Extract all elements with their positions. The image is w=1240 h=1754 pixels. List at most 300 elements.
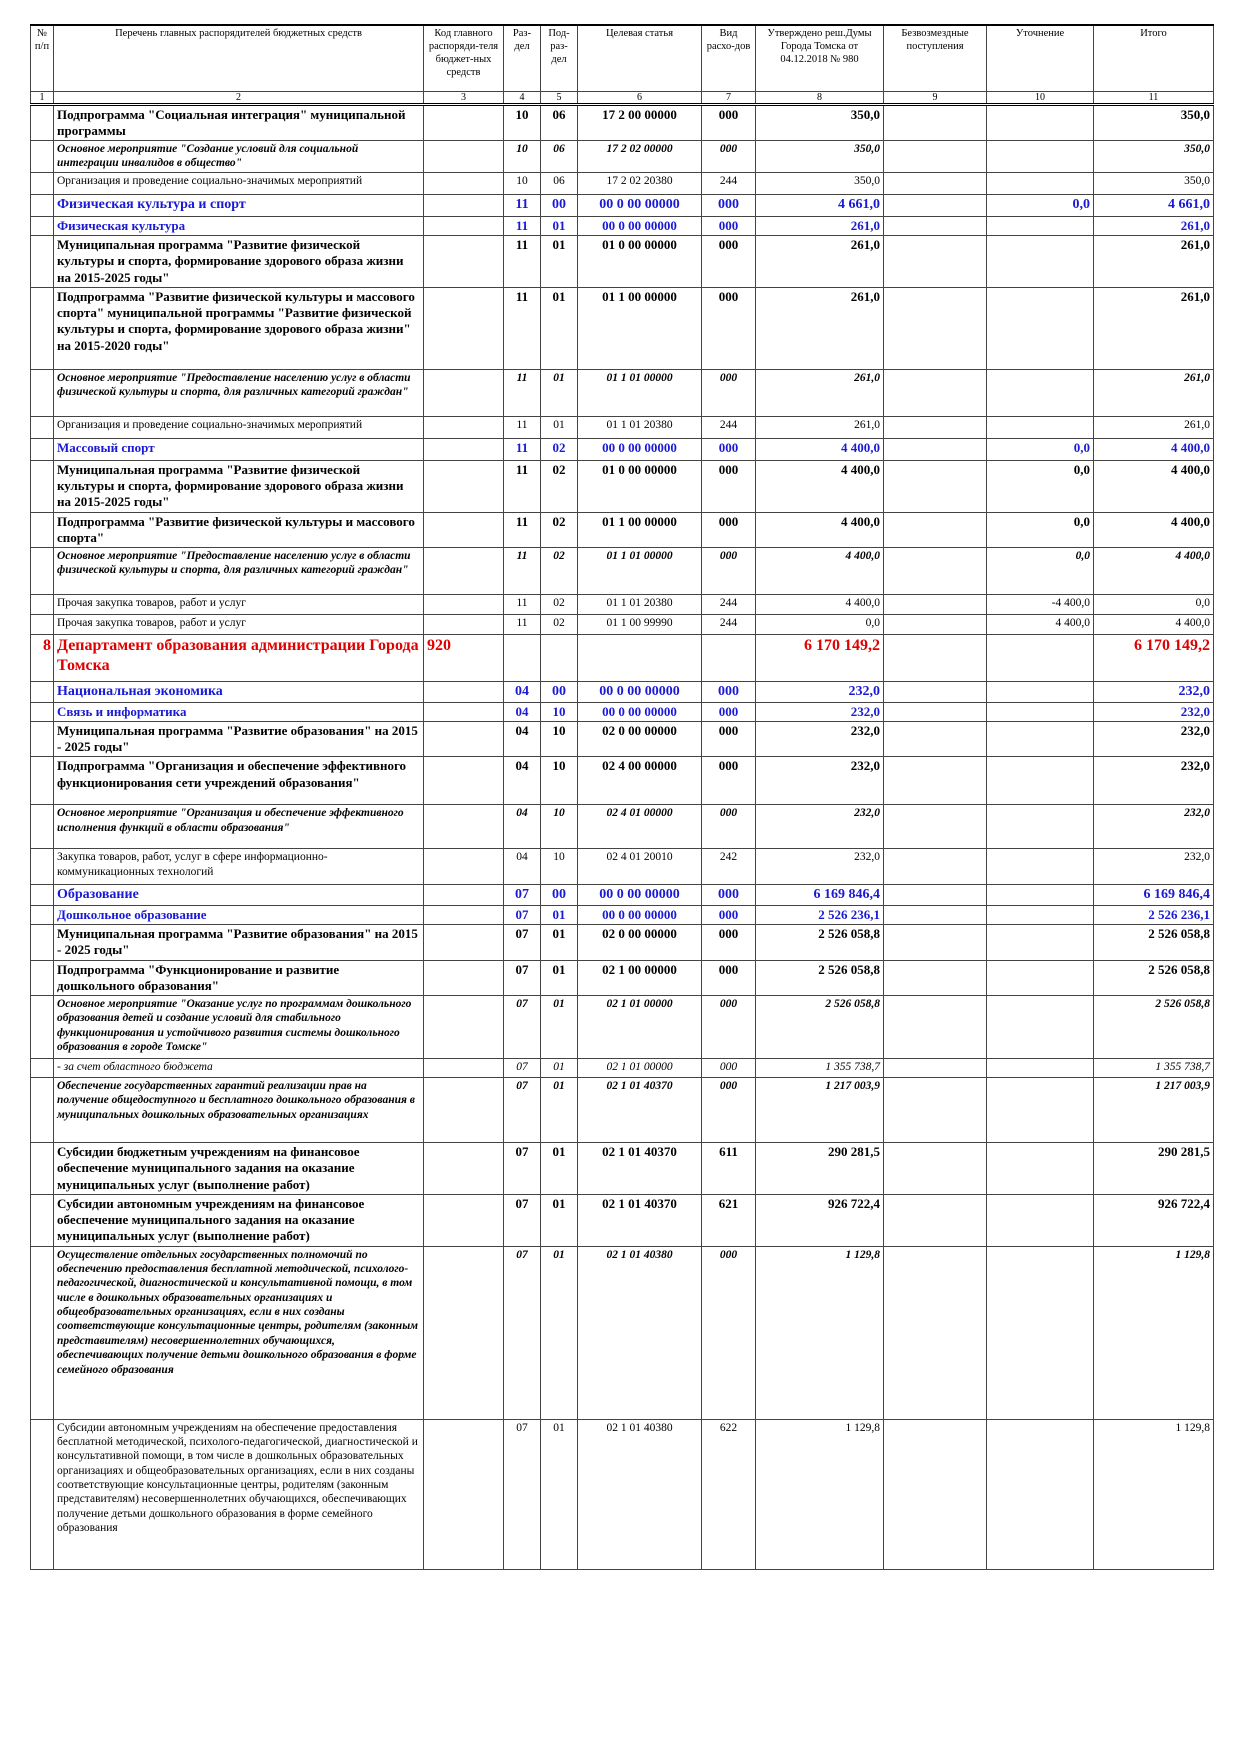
cell-gratuitous — [884, 702, 987, 721]
cell-num — [31, 960, 54, 996]
cell-code — [424, 702, 504, 721]
cell-code — [424, 548, 504, 595]
table-row — [31, 635, 1214, 682]
cell-total: 0,0 — [1094, 595, 1214, 615]
cell-section: 11 — [504, 216, 541, 235]
cell-clarification — [987, 104, 1094, 141]
table-row — [31, 194, 1214, 216]
cell-gratuitous — [884, 194, 987, 216]
cell-num — [31, 141, 54, 173]
cell-subsection: 00 — [541, 885, 578, 906]
cell-code — [424, 1194, 504, 1246]
table-row — [31, 369, 1214, 416]
cell-name: Организация и проведение социально-значимых мероприятий — [54, 172, 424, 194]
table-row — [31, 757, 1214, 805]
cell-subsection: 10 — [541, 721, 578, 757]
cell-code — [424, 1143, 504, 1195]
cell-gratuitous — [884, 548, 987, 595]
cell-approved: 232,0 — [756, 849, 884, 885]
cell-name: Подпрограмма "Организация и обеспечение эффективного функционирования сети учреждений образования" — [54, 757, 424, 805]
cell-name: Субсидии автономным учреждениям на финансовое обеспечение муниципального задания на оказание муниципальных услуг (выполнение работ) — [54, 1194, 424, 1246]
cell-section: 07 — [504, 960, 541, 996]
cell-total: 350,0 — [1094, 172, 1214, 194]
cell-subsection: 10 — [541, 849, 578, 885]
cell-section: 07 — [504, 925, 541, 961]
cell-clarification: 0,0 — [987, 512, 1094, 548]
cell-clarification: 0,0 — [987, 460, 1094, 512]
cell-gratuitous — [884, 849, 987, 885]
cell-name: Массовый спорт — [54, 438, 424, 460]
cell-gratuitous — [884, 141, 987, 173]
cell-total: 232,0 — [1094, 805, 1214, 849]
cell-target: 01 1 00 00000 — [578, 512, 702, 548]
cell-name: Осуществление отдельных государственных полномочий по обеспечению предоставления бесплатной методической, психолого-педагогической, диагностической и консультативной помощи, в том числе в дошкольных образовательных организациях и общеобразовательных организациях, если в них созданы соответствующие консультационные центры, родителям (законным представителям) несовершеннолетних обучающихся, обеспечивающих получение детьми дошкольного образования в форме семейного образования — [54, 1246, 424, 1419]
cell-name: Основное мероприятие "Организация и обеспечение эффективного исполнения функций в области образования" — [54, 805, 424, 849]
cell-section: 07 — [504, 1246, 541, 1419]
cell-approved: 290 281,5 — [756, 1143, 884, 1195]
cell-code — [424, 194, 504, 216]
cell-target: 17 2 00 00000 — [578, 104, 702, 141]
table-row — [31, 925, 1214, 961]
cell-subsection: 10 — [541, 805, 578, 849]
cell-clarification — [987, 849, 1094, 885]
cell-name: Образование — [54, 885, 424, 906]
cell-total: 350,0 — [1094, 141, 1214, 173]
cell-name: Департамент образования администрации Города Томска — [54, 635, 424, 682]
cell-section: 04 — [504, 682, 541, 703]
cell-num — [31, 287, 54, 369]
cell-code — [424, 287, 504, 369]
cell-target: 02 4 00 00000 — [578, 757, 702, 805]
cell-gratuitous — [884, 996, 987, 1059]
cell-section: 11 — [504, 236, 541, 288]
cell-clarification — [987, 1419, 1094, 1569]
cell-clarification: 0,0 — [987, 548, 1094, 595]
cell-num — [31, 702, 54, 721]
col-number: 2 — [54, 91, 424, 104]
cell-total: 2 526 236,1 — [1094, 905, 1214, 924]
cell-subsection: 02 — [541, 512, 578, 548]
cell-approved: 232,0 — [756, 721, 884, 757]
cell-num — [31, 849, 54, 885]
cell-target: 01 1 00 00000 — [578, 287, 702, 369]
cell-section: 11 — [504, 512, 541, 548]
cell-clarification — [987, 682, 1094, 703]
cell-code — [424, 1419, 504, 1569]
cell-total: 926 722,4 — [1094, 1194, 1214, 1246]
cell-name: Субсидии автономным учреждениям на обеспечение предоставления бесплатной методической, психолого-педагогической, диагностической и консультативной помощи, в том числе в дошкольных образовательных организациях и общеобразовательных организациях, если в них созданы соответствующие консультационные центры, родителям (законным представителям) несовершеннолетних обучающихся, обеспечивающих получение детьми дошкольного образования в форме семейного образования — [54, 1419, 424, 1569]
cell-code — [424, 805, 504, 849]
table-row — [31, 172, 1214, 194]
cell-subsection: 02 — [541, 438, 578, 460]
cell-clarification — [987, 885, 1094, 906]
cell-num — [31, 416, 54, 438]
cell-clarification — [987, 960, 1094, 996]
cell-target: 01 0 00 00000 — [578, 460, 702, 512]
cell-expense-type: 000 — [702, 512, 756, 548]
cell-subsection: 10 — [541, 757, 578, 805]
cell-target: 02 4 01 00000 — [578, 805, 702, 849]
table-row — [31, 805, 1214, 849]
cell-expense-type: 244 — [702, 172, 756, 194]
cell-expense-type: 000 — [702, 1246, 756, 1419]
cell-code — [424, 885, 504, 906]
table-row — [31, 885, 1214, 906]
cell-clarification: 4 400,0 — [987, 615, 1094, 635]
cell-approved: 4 400,0 — [756, 512, 884, 548]
cell-code — [424, 216, 504, 235]
cell-gratuitous — [884, 236, 987, 288]
cell-approved: 350,0 — [756, 172, 884, 194]
cell-clarification: -4 400,0 — [987, 595, 1094, 615]
col-number: 5 — [541, 91, 578, 104]
cell-gratuitous — [884, 1059, 987, 1078]
cell-name: Основное мероприятие "Оказание услуг по программам дошкольного образования детей и создание условий для стабильного функционирования и устойчивого развития системы дошкольного образования в городе Томске" — [54, 996, 424, 1059]
cell-approved: 4 661,0 — [756, 194, 884, 216]
cell-approved: 261,0 — [756, 287, 884, 369]
cell-section: 11 — [504, 416, 541, 438]
cell-approved: 2 526 236,1 — [756, 905, 884, 924]
table-row — [31, 849, 1214, 885]
cell-expense-type: 622 — [702, 1419, 756, 1569]
cell-target: 00 0 00 00000 — [578, 216, 702, 235]
cell-code — [424, 682, 504, 703]
header-subsection: Под-раз-дел — [541, 25, 578, 91]
cell-subsection: 01 — [541, 1059, 578, 1078]
cell-code — [424, 905, 504, 924]
cell-approved: 261,0 — [756, 369, 884, 416]
cell-name: Прочая закупка товаров, работ и услуг — [54, 595, 424, 615]
cell-code — [424, 849, 504, 885]
cell-approved: 6 170 149,2 — [756, 635, 884, 682]
cell-total: 2 526 058,8 — [1094, 996, 1214, 1059]
cell-target: 02 1 01 40380 — [578, 1246, 702, 1419]
table-row — [31, 1143, 1214, 1195]
table-row — [31, 996, 1214, 1059]
cell-name: Основное мероприятие "Предоставление населению услуг в области физической культуры и спорта, для различных категорий граждан" — [54, 548, 424, 595]
cell-section: 07 — [504, 1078, 541, 1143]
cell-expense-type: 000 — [702, 194, 756, 216]
cell-gratuitous — [884, 104, 987, 141]
col-number: 6 — [578, 91, 702, 104]
cell-gratuitous — [884, 369, 987, 416]
cell-approved: 1 129,8 — [756, 1419, 884, 1569]
cell-gratuitous — [884, 287, 987, 369]
cell-code — [424, 757, 504, 805]
cell-name: Прочая закупка товаров, работ и услуг — [54, 615, 424, 635]
cell-code — [424, 236, 504, 288]
cell-code — [424, 141, 504, 173]
cell-code: 920 — [424, 635, 504, 682]
cell-approved: 261,0 — [756, 416, 884, 438]
cell-clarification — [987, 1059, 1094, 1078]
cell-expense-type — [702, 635, 756, 682]
cell-target: 02 0 00 00000 — [578, 925, 702, 961]
budget-table-sheet — [30, 24, 1213, 1570]
cell-num — [31, 996, 54, 1059]
cell-target: 00 0 00 00000 — [578, 682, 702, 703]
cell-expense-type: 000 — [702, 287, 756, 369]
cell-target: 00 0 00 00000 — [578, 438, 702, 460]
cell-gratuitous — [884, 512, 987, 548]
cell-approved: 350,0 — [756, 104, 884, 141]
cell-expense-type: 000 — [702, 682, 756, 703]
cell-clarification — [987, 287, 1094, 369]
cell-approved: 2 526 058,8 — [756, 996, 884, 1059]
cell-section: 10 — [504, 172, 541, 194]
cell-clarification — [987, 236, 1094, 288]
cell-code — [424, 615, 504, 635]
cell-expense-type: 611 — [702, 1143, 756, 1195]
cell-subsection: 06 — [541, 141, 578, 173]
col-number: 10 — [987, 91, 1094, 104]
cell-expense-type: 000 — [702, 905, 756, 924]
cell-clarification — [987, 757, 1094, 805]
cell-approved: 926 722,4 — [756, 1194, 884, 1246]
cell-clarification — [987, 905, 1094, 924]
cell-section: 11 — [504, 548, 541, 595]
cell-num — [31, 548, 54, 595]
cell-code — [424, 438, 504, 460]
cell-target: 02 0 00 00000 — [578, 721, 702, 757]
cell-code — [424, 960, 504, 996]
cell-gratuitous — [884, 460, 987, 512]
cell-num — [31, 512, 54, 548]
cell-subsection: 01 — [541, 369, 578, 416]
cell-section: 11 — [504, 595, 541, 615]
table-row — [31, 1246, 1214, 1419]
cell-gratuitous — [884, 805, 987, 849]
cell-num: 8 — [31, 635, 54, 682]
header-target: Целевая статья — [578, 25, 702, 91]
cell-approved: 0,0 — [756, 615, 884, 635]
cell-code — [424, 416, 504, 438]
cell-num — [31, 194, 54, 216]
budget-table — [30, 24, 1214, 1570]
cell-name: Подпрограмма "Развитие физической культуры и массового спорта" — [54, 512, 424, 548]
cell-target: 01 1 01 20380 — [578, 416, 702, 438]
cell-subsection: 01 — [541, 960, 578, 996]
cell-name: Организация и проведение социально-значимых мероприятий — [54, 416, 424, 438]
cell-num — [31, 1419, 54, 1569]
cell-gratuitous — [884, 172, 987, 194]
cell-num — [31, 236, 54, 288]
cell-name: Физическая культура и спорт — [54, 194, 424, 216]
cell-clarification — [987, 416, 1094, 438]
cell-clarification — [987, 721, 1094, 757]
cell-gratuitous — [884, 1419, 987, 1569]
table-row — [31, 460, 1214, 512]
cell-num — [31, 905, 54, 924]
header-section: Раз-дел — [504, 25, 541, 91]
cell-expense-type: 000 — [702, 960, 756, 996]
cell-subsection: 01 — [541, 287, 578, 369]
cell-clarification — [987, 216, 1094, 235]
cell-clarification — [987, 1194, 1094, 1246]
cell-approved: 261,0 — [756, 236, 884, 288]
table-row — [31, 216, 1214, 235]
table-row — [31, 682, 1214, 703]
cell-subsection: 01 — [541, 1419, 578, 1569]
cell-clarification: 0,0 — [987, 438, 1094, 460]
cell-expense-type: 000 — [702, 996, 756, 1059]
cell-target: 02 1 01 40370 — [578, 1143, 702, 1195]
cell-code — [424, 1246, 504, 1419]
cell-gratuitous — [884, 885, 987, 906]
cell-expense-type: 000 — [702, 885, 756, 906]
header-name: Перечень главных распорядителей бюджетных средств — [54, 25, 424, 91]
cell-name: Основное мероприятие "Предоставление населению услуг в области физической культуры и спорта, для различных категорий граждан" — [54, 369, 424, 416]
table-row — [31, 1419, 1214, 1569]
cell-total: 2 526 058,8 — [1094, 925, 1214, 961]
cell-expense-type: 000 — [702, 141, 756, 173]
cell-target: 00 0 00 00000 — [578, 702, 702, 721]
table-row — [31, 287, 1214, 369]
cell-expense-type: 242 — [702, 849, 756, 885]
col-number: 3 — [424, 91, 504, 104]
cell-total: 232,0 — [1094, 682, 1214, 703]
cell-target: 02 1 01 40370 — [578, 1194, 702, 1246]
cell-subsection: 01 — [541, 216, 578, 235]
cell-total: 4 661,0 — [1094, 194, 1214, 216]
cell-total: 261,0 — [1094, 287, 1214, 369]
cell-subsection: 01 — [541, 1078, 578, 1143]
cell-name: Связь и информатика — [54, 702, 424, 721]
cell-num — [31, 595, 54, 615]
table-row — [31, 1059, 1214, 1078]
cell-subsection — [541, 635, 578, 682]
cell-target: 02 4 01 20010 — [578, 849, 702, 885]
cell-name: Муниципальная программа "Развитие физической культуры и спорта, формирование здорового образа жизни на 2015-2025 годы" — [54, 236, 424, 288]
cell-expense-type: 621 — [702, 1194, 756, 1246]
cell-section: 07 — [504, 905, 541, 924]
cell-subsection: 01 — [541, 905, 578, 924]
cell-target: 02 1 01 40380 — [578, 1419, 702, 1569]
cell-approved: 232,0 — [756, 682, 884, 703]
cell-target: 01 1 01 00000 — [578, 548, 702, 595]
cell-subsection: 06 — [541, 172, 578, 194]
table-row — [31, 548, 1214, 595]
table-row — [31, 438, 1214, 460]
cell-gratuitous — [884, 682, 987, 703]
cell-approved: 4 400,0 — [756, 548, 884, 595]
cell-gratuitous — [884, 1143, 987, 1195]
header-expense-type: Вид расхо-дов — [702, 25, 756, 91]
cell-num — [31, 757, 54, 805]
cell-name: Национальная экономика — [54, 682, 424, 703]
cell-section: 10 — [504, 104, 541, 141]
cell-num — [31, 1143, 54, 1195]
cell-code — [424, 595, 504, 615]
cell-subsection: 02 — [541, 595, 578, 615]
cell-code — [424, 1059, 504, 1078]
cell-subsection: 02 — [541, 460, 578, 512]
cell-code — [424, 512, 504, 548]
cell-section: 07 — [504, 1419, 541, 1569]
cell-num — [31, 925, 54, 961]
cell-name: - за счет областного бюджета — [54, 1059, 424, 1078]
header-clarification: Уточнение — [987, 25, 1094, 91]
table-row — [31, 960, 1214, 996]
cell-gratuitous — [884, 216, 987, 235]
cell-target: 02 1 01 00000 — [578, 996, 702, 1059]
cell-total: 1 129,8 — [1094, 1419, 1214, 1569]
cell-section: 07 — [504, 1059, 541, 1078]
table-row — [31, 512, 1214, 548]
cell-clarification — [987, 141, 1094, 173]
cell-num — [31, 460, 54, 512]
cell-total: 350,0 — [1094, 104, 1214, 141]
cell-total: 261,0 — [1094, 216, 1214, 235]
cell-expense-type: 000 — [702, 369, 756, 416]
cell-total: 1 217 003,9 — [1094, 1078, 1214, 1143]
cell-gratuitous — [884, 925, 987, 961]
cell-total: 1 129,8 — [1094, 1246, 1214, 1419]
cell-approved: 1 217 003,9 — [756, 1078, 884, 1143]
cell-section: 04 — [504, 805, 541, 849]
cell-num — [31, 369, 54, 416]
cell-num — [31, 721, 54, 757]
cell-num — [31, 104, 54, 141]
col-number: 1 — [31, 91, 54, 104]
cell-subsection: 01 — [541, 1143, 578, 1195]
cell-approved: 4 400,0 — [756, 460, 884, 512]
cell-section: 04 — [504, 757, 541, 805]
cell-section — [504, 635, 541, 682]
table-row — [31, 1194, 1214, 1246]
cell-target: 00 0 00 00000 — [578, 905, 702, 924]
cell-subsection: 01 — [541, 1194, 578, 1246]
cell-subsection: 02 — [541, 615, 578, 635]
cell-expense-type: 244 — [702, 615, 756, 635]
cell-clarification — [987, 805, 1094, 849]
cell-approved: 4 400,0 — [756, 438, 884, 460]
cell-clarification — [987, 172, 1094, 194]
header-row — [31, 25, 1214, 91]
cell-section: 11 — [504, 287, 541, 369]
col-number: 7 — [702, 91, 756, 104]
table-row — [31, 236, 1214, 288]
cell-expense-type: 000 — [702, 548, 756, 595]
cell-approved: 6 169 846,4 — [756, 885, 884, 906]
cell-target: 01 0 00 00000 — [578, 236, 702, 288]
cell-expense-type: 000 — [702, 1059, 756, 1078]
cell-approved: 232,0 — [756, 757, 884, 805]
cell-name: Муниципальная программа "Развитие образования" на 2015 - 2025 годы" — [54, 925, 424, 961]
cell-name: Подпрограмма "Функционирование и развитие дошкольного образования" — [54, 960, 424, 996]
cell-name: Основное мероприятие "Создание условий для социальной интеграции инвалидов в общество" — [54, 141, 424, 173]
cell-expense-type: 000 — [702, 216, 756, 235]
cell-total: 6 169 846,4 — [1094, 885, 1214, 906]
table-row — [31, 104, 1214, 141]
cell-section: 11 — [504, 194, 541, 216]
cell-name: Физическая культура — [54, 216, 424, 235]
cell-gratuitous — [884, 1078, 987, 1143]
cell-expense-type: 000 — [702, 925, 756, 961]
table-row — [31, 595, 1214, 615]
cell-gratuitous — [884, 1246, 987, 1419]
cell-approved: 1 355 738,7 — [756, 1059, 884, 1078]
cell-section: 07 — [504, 1143, 541, 1195]
table-row — [31, 702, 1214, 721]
cell-num — [31, 615, 54, 635]
cell-total: 232,0 — [1094, 849, 1214, 885]
header-approved: Утверждено реш.Думы Города Томска от 04.12.2018 № 980 — [756, 25, 884, 91]
cell-subsection: 01 — [541, 236, 578, 288]
cell-target: 17 2 02 00000 — [578, 141, 702, 173]
cell-gratuitous — [884, 595, 987, 615]
cell-clarification — [987, 1078, 1094, 1143]
